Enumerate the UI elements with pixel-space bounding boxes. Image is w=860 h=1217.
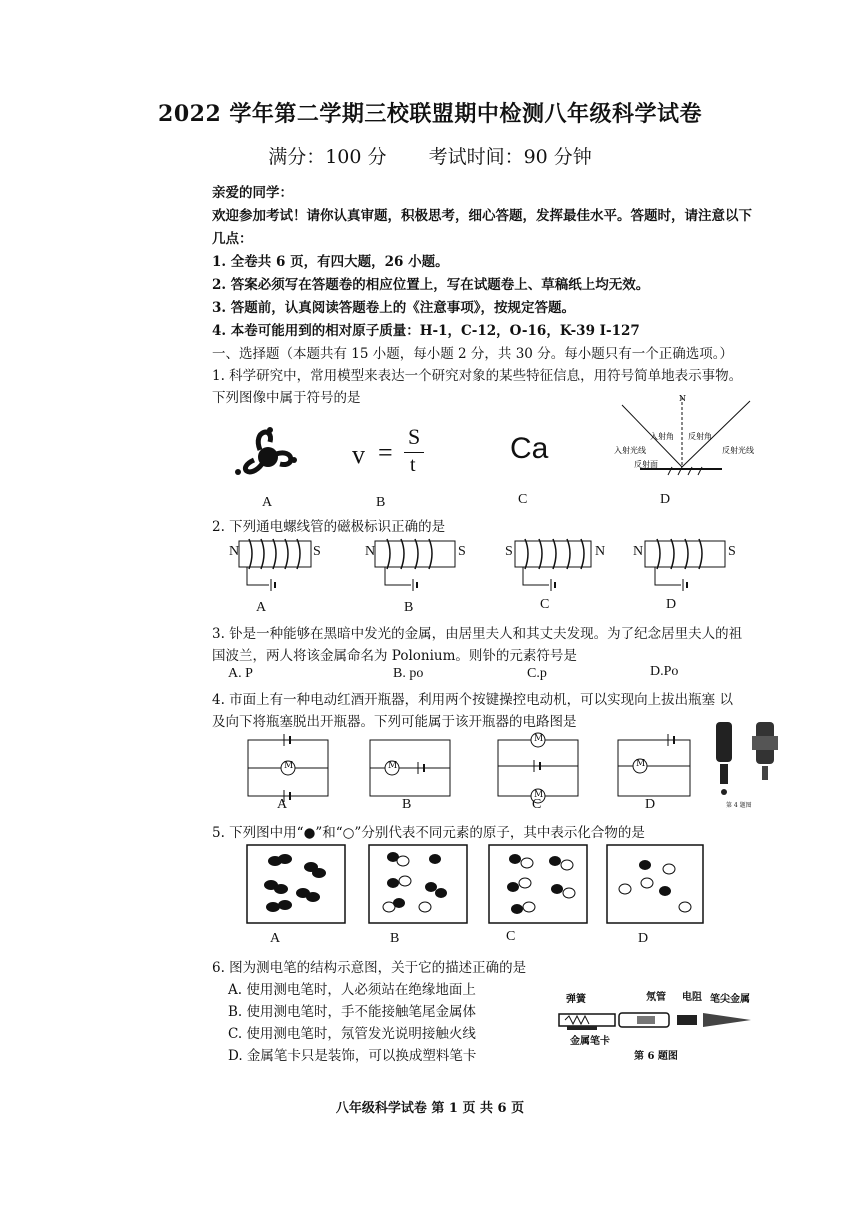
pen-part-label: 笔尖金属 [710,994,750,1005]
greeting: 亲爱的同学： [212,185,293,201]
exam-subtitle [0,142,860,169]
q2-stem: 2. 下列通电螺线管的磁极标识正确的是 [212,519,446,535]
option-label: D [660,492,671,507]
instruction-item: 3. 答题前，认真阅读答题卷上的《注意事项》，按规定答题。 [212,300,576,316]
q6-choice: C. 使用测电笔时，氖管发光说明接触火线 [228,1026,476,1042]
option-label: C [506,929,516,944]
pole-label: S [313,544,321,559]
pole-label: N [595,544,606,559]
particle-box-b [369,845,467,923]
instruction-item: 4. 本卷可能用到的相对原子质量：H-1，C-12，O-16，K-39 I-127 [212,323,640,339]
figure-caption: 第 6 题图 [634,1051,678,1062]
pen-part-label: 金属笔卡 [570,1036,610,1047]
molecule-boxes [245,843,705,925]
pole-label: N [365,544,376,559]
q4-stem-line-2: 及向下将瓶塞脱出开瓶器。下列可能属于该开瓶器的电路图是 [212,714,577,730]
option-label: B [376,495,386,510]
q1-stem-line-1: 1. 科学研究中，常用模型来表达一个研究对象的某些特征信息，用符号简单地表示事物。 [212,368,743,384]
ray-label: 入射角 [650,432,674,441]
q6-stem: 6. 图为测电笔的结构示意图，关于它的描述正确的是 [212,960,527,976]
solenoid-figures [225,535,745,595]
particle-box-c [489,845,587,923]
bottle-opener-photo [710,720,790,810]
solenoid-a [239,539,311,591]
option-label: B [402,797,412,812]
particle-box-a [247,845,345,923]
option-label: C [540,597,550,612]
pole-label: S [505,544,513,559]
q4-stem-line-1: 4. 市面上有一种电动红酒开瓶器，利用两个按键操控电动机，可以实现向上拔出瓶塞 以 [212,692,733,708]
instruction-item: 2. 答案必须写在答题卷的相应位置上，写在试题卷上、草稿纸上均无效。 [212,277,650,293]
option-label: D [645,797,656,812]
formula-denominator: t [410,454,416,476]
solenoid-d [645,539,725,591]
q6-choice: A. 使用测电笔时，人必须站在绝缘地面上 [228,982,476,998]
ray-label: 入射光线 [614,446,646,455]
fraction-bar [404,452,424,453]
circuit-d [618,734,690,796]
circuit-b [370,740,450,796]
photo-caption: 第 4 题图 [726,802,752,809]
motor-label: M [636,759,646,769]
q3-stem-line-2: 国波兰，两人将该金属命名为 Polonium。则钋的元素符号是 [212,648,577,664]
option-label: A [277,797,288,812]
option-label: B [404,600,414,615]
solenoid-c [515,539,591,591]
motor-label: M [284,761,294,771]
pole-label: N [229,544,240,559]
q3-stem-line-1: 3. 钋是一种能够在黑暗中发光的金属，由居里夫人和其丈夫发现。为了纪念居里夫人的祖 [212,626,743,642]
q3-option: D.Po [650,664,679,679]
formula-numerator: S [408,424,421,449]
option-label: D [638,931,649,946]
atom-model-figure [230,420,310,495]
full-score: 满分：100 分 [268,146,387,168]
option-label: C [518,492,528,507]
option-label: C [532,797,542,812]
instruction-item: 1. 全卷共 6 页，有四大题，26 小题。 [212,254,449,270]
ray-label: N [679,394,686,403]
formula-equals: = [378,438,393,467]
q3-option: B. po [393,666,424,681]
option-label: B [390,931,400,946]
ray-label: 反射角 [688,432,712,441]
pen-part-label: 电阻 [682,992,702,1003]
exam-title: 2022 学年第二学期三校联盟期中检测八年级科学试卷 [158,101,702,127]
q1-stem-line-2: 下列图像中属于符号的是 [212,390,361,406]
q6-choice: B. 使用测电笔时，手不能接触笔尾金属体 [228,1004,477,1020]
motor-label: M [388,761,398,771]
welcome-line-2: 几点： [212,231,253,247]
element-symbol-ca: Ca [510,432,549,465]
motor-label: M [534,790,544,800]
pen-part-label: 氖管 [646,992,666,1003]
ray-label: 反射光线 [722,446,754,455]
motor-label: M [534,734,544,744]
q6-choice: D. 金属笔卡只是装饰，可以换成塑料笔卡 [228,1048,477,1064]
ray-label: 反射面 [634,460,658,469]
pen-part-label: 弹簧 [566,994,586,1005]
page-footer: 八年级科学试卷 第 1 页 共 6 页 [335,1101,525,1116]
solenoid-b [375,539,455,591]
particle-box-d [607,845,703,923]
section-heading: 一、选择题（本题共有 15 小题，每小题 2 分，共 30 分。每小题只有一个正确选项。） [212,346,733,362]
option-label: A [262,495,273,510]
reflection-diagram [600,395,760,490]
exam-time: 考试时间：90 分钟 [428,146,592,168]
pole-label: S [728,544,736,559]
pole-label: S [458,544,466,559]
welcome-line-1: 欢迎参加考试！请你认真审题，积极思考，细心答题，发挥最佳水平。答题时，请注意以下 [212,208,752,224]
option-label: A [270,931,281,946]
formula-v: v [352,440,365,469]
circuit-diagrams [240,732,700,812]
option-label: A [256,600,267,615]
option-label: D [666,597,677,612]
q5-stem: 5. 下列图中用“●”和“○”分别代表不同元素的原子，其中表示化合物的是 [212,825,645,841]
pole-label: N [633,544,644,559]
q3-option: C.p [527,666,547,681]
q3-option: A. P [228,666,253,681]
